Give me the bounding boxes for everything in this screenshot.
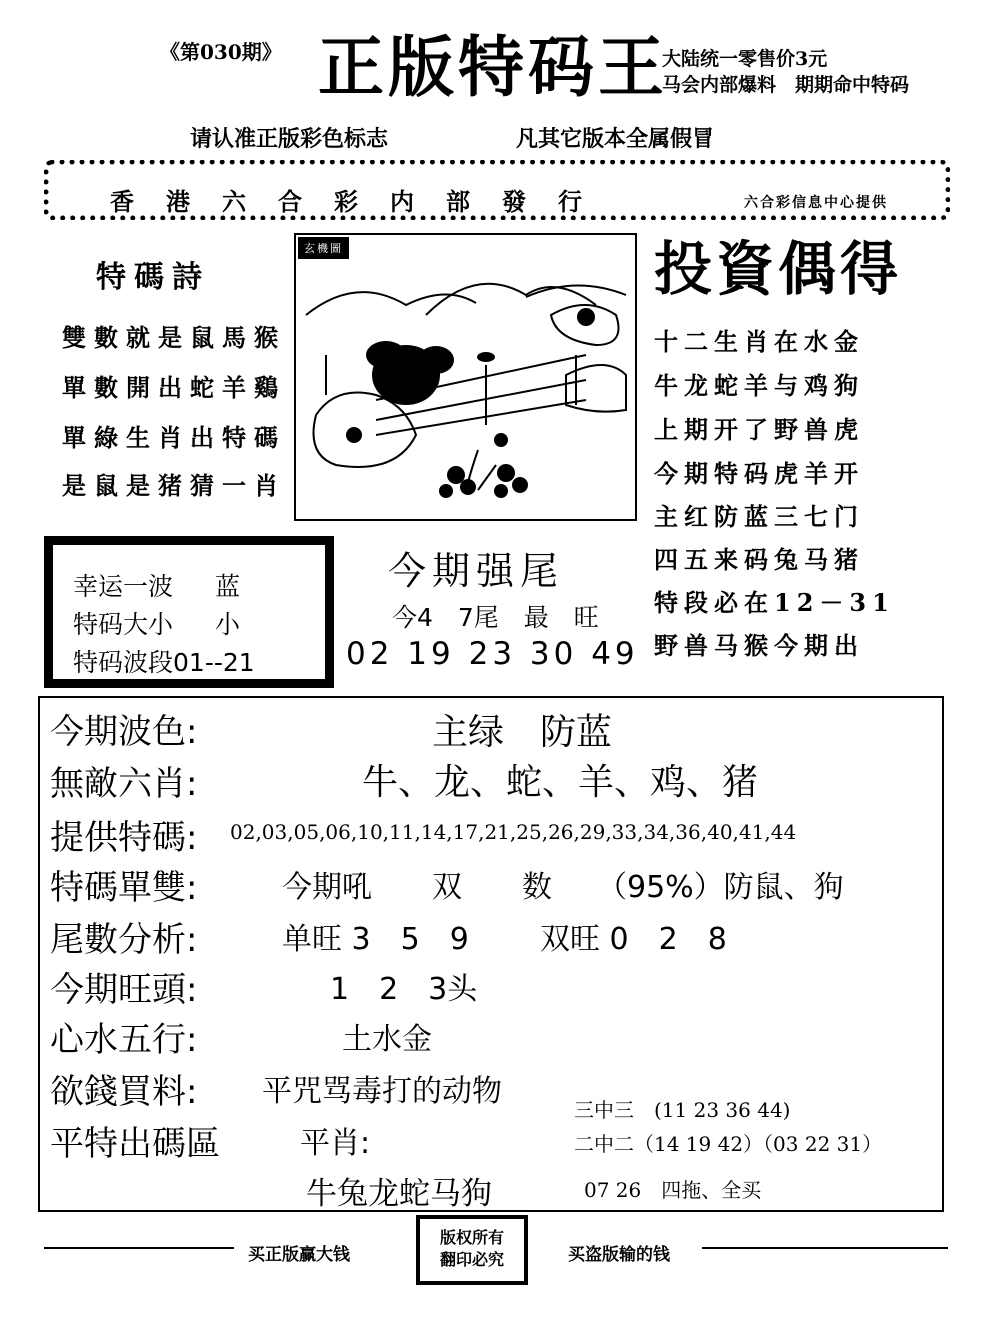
codes-value: 02,03,05,06,10,11,14,17,21,25,26,29,33,34,36,40,41,44 xyxy=(230,820,797,844)
lucky-range-label: 特码波段 xyxy=(73,648,174,677)
invest-line: 牛龙蛇羊与鸡狗 xyxy=(654,371,864,400)
tail-single: 单旺 3 5 9 xyxy=(282,922,469,957)
page-title: 正版特码王 xyxy=(318,28,668,106)
six-zodiac-value: 牛、龙、蛇、羊、鸡、猪 xyxy=(362,762,759,803)
lucky-size-label: 特码大小 xyxy=(73,610,174,639)
lucky-size-value: 小 xyxy=(215,610,241,639)
issue-number: 《第030期》 xyxy=(160,40,282,64)
invest-line: 上期开了野兽虎 xyxy=(654,415,864,444)
banner-credit: 六合彩信息中心提供 xyxy=(744,195,888,211)
strong-tail-title: 今期强尾 xyxy=(388,549,565,593)
poem-line: 雙數就是鼠馬猴 xyxy=(62,323,286,352)
three-hit: 三中三 (11 23 36 44) xyxy=(574,1098,791,1122)
invest-line: 四五来码兔马猪 xyxy=(654,545,864,574)
poem-line: 是鼠是猪猜一肖 xyxy=(62,471,286,500)
odd-even-label: 特碼單雙: xyxy=(50,868,198,908)
landscape-illustration xyxy=(296,235,635,519)
footer-rule-left xyxy=(44,1247,234,1249)
slogan: 马会内部爆料 期期命中特码 xyxy=(662,74,910,96)
lucky-range-value: 01--21 xyxy=(173,648,255,677)
poem-title: 特碼詩 xyxy=(96,260,210,295)
picture-label: 玄機圖 xyxy=(298,237,349,259)
notice-left: 请认准正版彩色标志 xyxy=(190,126,389,152)
copyright-line-2: 翻印必究 xyxy=(439,1250,504,1269)
footer-left-text: 买正版赢大钱 xyxy=(248,1245,350,1265)
banner-main-text: 香港六合彩内部發行 xyxy=(110,187,614,216)
lucky-range-row xyxy=(73,643,255,679)
price-note: 大陆统一零售价3元 xyxy=(662,48,828,70)
six-zodiac-label: 無敵六肖: xyxy=(50,764,198,804)
head-label: 今期旺頭: xyxy=(50,970,198,1010)
invest-line: 野兽马猴今期出 xyxy=(654,631,864,660)
copyright-box xyxy=(416,1215,528,1285)
invest-title: 投資偶得 xyxy=(654,235,903,303)
odd-even-value: 今期吼 双 数 （95%）防鼠、狗 xyxy=(282,870,844,905)
flat-shaw-label: 平肖: xyxy=(300,1126,371,1161)
buy-label: 欲錢買料: xyxy=(50,1072,198,1112)
lucky-wave-value: 蓝 xyxy=(215,572,241,601)
notice-right: 凡其它版本全属假冒 xyxy=(516,126,715,152)
element-value: 土水金 xyxy=(342,1022,432,1057)
buy-value: 平咒骂毒打的动物 xyxy=(262,1074,502,1109)
invest-line: 今期特码虎羊开 xyxy=(654,459,864,488)
tail-double: 双旺 0 2 8 xyxy=(540,922,727,957)
strong-tail-subtitle: 今4 7尾 最 旺 xyxy=(392,603,599,632)
lucky-box xyxy=(44,536,334,688)
two-hit: 二中二（14 19 42）（03 22 31） xyxy=(574,1132,883,1156)
element-label: 心水五行: xyxy=(50,1020,198,1060)
tail-label: 尾數分析: xyxy=(50,920,198,960)
tow-note: 07 26 四拖、全买 xyxy=(584,1178,762,1202)
copyright-line-1: 版权所有 xyxy=(439,1228,504,1247)
invest-line: 特段必在12－31 xyxy=(654,588,895,617)
invest-line: 十二生肖在水金 xyxy=(654,327,864,356)
head-value: 1 2 3头 xyxy=(330,972,478,1007)
codes-label: 提供特碼: xyxy=(50,818,198,858)
color-value: 主绿 防蓝 xyxy=(432,712,613,753)
poem-line: 單綠生肖出特碼 xyxy=(62,423,286,452)
mystery-picture xyxy=(294,233,637,521)
lucky-wave-row xyxy=(73,567,240,603)
flat-animals: 牛兔龙蛇马狗 xyxy=(306,1176,492,1212)
lucky-size-row xyxy=(73,605,240,641)
poem-line: 單數開出蛇羊鷄 xyxy=(62,373,286,402)
lucky-wave-label: 幸运一波 xyxy=(73,572,174,601)
footer-right-text: 买盗版输的钱 xyxy=(568,1245,670,1265)
flat-label: 平特出碼區 xyxy=(50,1124,220,1164)
color-label: 今期波色: xyxy=(50,712,198,752)
strong-tail-numbers: 02 19 23 30 49 xyxy=(346,636,639,672)
invest-line: 主红防蓝三七门 xyxy=(654,502,864,531)
footer-rule-right xyxy=(702,1247,948,1249)
